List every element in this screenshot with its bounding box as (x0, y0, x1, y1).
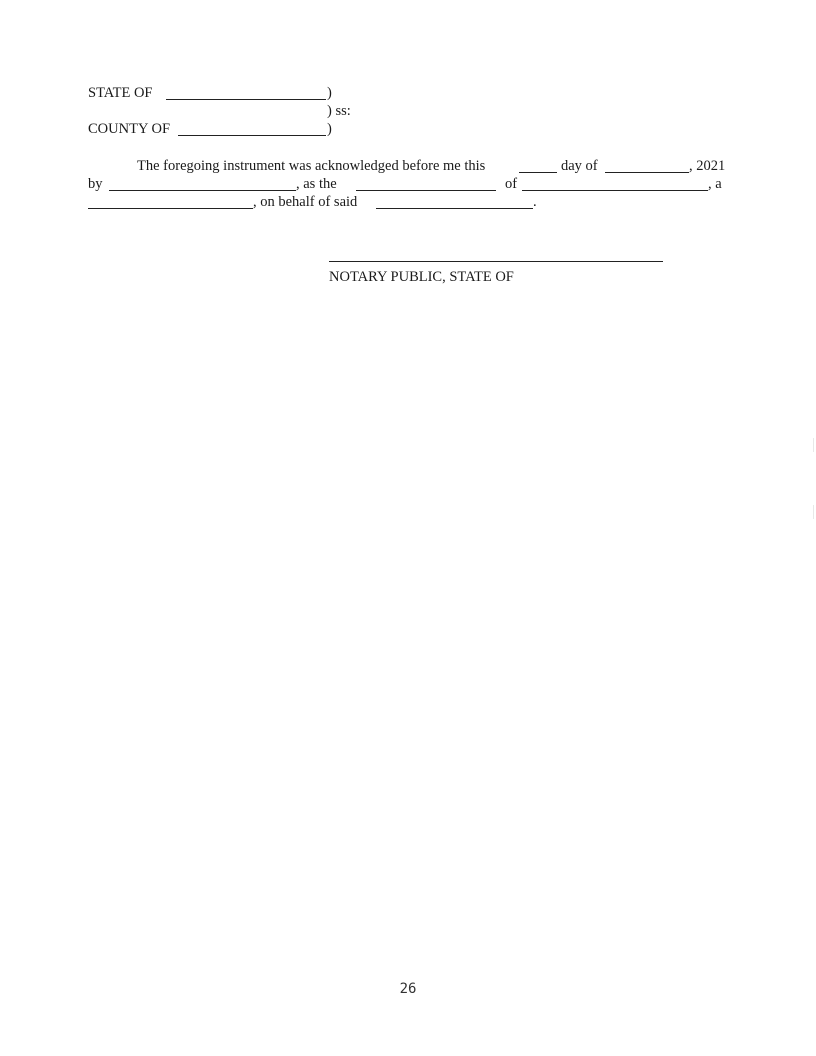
venue-paren-bottom: ) (327, 121, 332, 137)
state-blank[interactable] (166, 99, 326, 100)
ack-as-the: , as the (296, 176, 337, 192)
ack-day-of: day of (561, 158, 598, 174)
notary-title: NOTARY PUBLIC, STATE OF (329, 269, 514, 285)
ack-period: . (533, 194, 537, 210)
venue-ss: ) ss: (327, 103, 351, 119)
state-label: STATE OF (88, 85, 153, 101)
county-label: COUNTY OF (88, 121, 171, 137)
ack-by: by (88, 176, 103, 192)
notary-signature-line[interactable] (329, 261, 663, 262)
entity-name-blank[interactable] (522, 190, 708, 191)
county-blank[interactable] (178, 135, 326, 136)
edge-mark (813, 505, 814, 519)
ack-behalf: , on behalf of said (253, 194, 358, 210)
day-blank[interactable] (519, 172, 557, 173)
entity-type-blank[interactable] (88, 208, 253, 209)
ack-year: , 2021 (689, 158, 726, 174)
ack-a: , a (708, 176, 722, 192)
signer-title-blank[interactable] (356, 190, 496, 191)
ack-line1-text: The foregoing instrument was acknowledged before me this (137, 158, 486, 174)
month-blank[interactable] (605, 172, 689, 173)
signer-name-blank[interactable] (109, 190, 296, 191)
edge-mark (813, 438, 814, 452)
ack-of: of (505, 176, 518, 192)
said-entity-blank[interactable] (376, 208, 533, 209)
page-number: 26 (399, 981, 417, 997)
venue-paren-top: ) (327, 85, 332, 101)
